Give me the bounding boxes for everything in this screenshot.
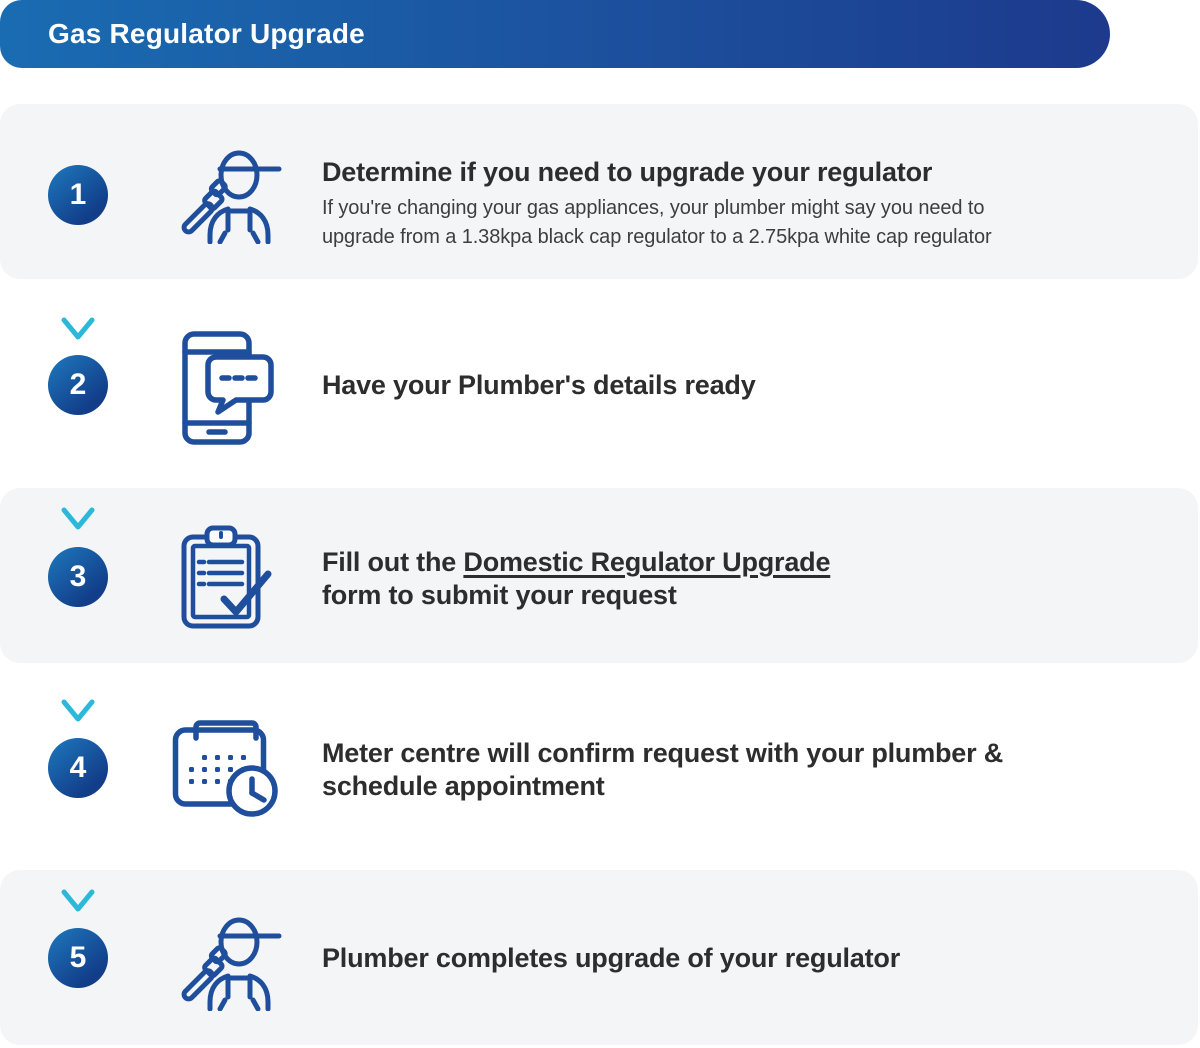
step-title-prefix: Fill out the	[322, 547, 464, 577]
step-title: Have your Plumber's details ready	[322, 370, 756, 400]
step-number-badge	[48, 355, 108, 415]
step-text	[322, 546, 830, 612]
arrow-down-icon	[60, 417, 96, 531]
step-description-line: If you're changing your gas appliances, your plumber might say you need to	[322, 197, 985, 219]
step-title: Meter centre will confirm request with your plumber &	[322, 738, 1004, 768]
step-number-badge	[48, 928, 108, 988]
step-number: 4	[69, 751, 87, 784]
step-number: 2	[69, 368, 87, 401]
clipboard-check-icon	[180, 524, 272, 630]
step-text	[322, 942, 900, 975]
step-text	[322, 369, 756, 402]
domestic-regulator-upgrade-link[interactable]: Domestic Regulator Upgrade	[463, 547, 831, 577]
arrow-down-icon	[60, 609, 96, 723]
step-text	[322, 737, 1003, 803]
plumber-wrench-icon	[176, 148, 282, 244]
step-title: Plumber completes upgrade of your regulator	[322, 943, 901, 973]
arrow-down-icon	[60, 799, 96, 913]
step-title: Determine if you need to upgrade your regulator	[322, 157, 933, 187]
step-title	[322, 546, 830, 579]
step-number: 1	[69, 178, 87, 211]
step-number: 5	[69, 941, 87, 974]
step-description-line: upgrade from a 1.38kpa black cap regulator to a 2.75kpa white cap regulator	[322, 226, 992, 248]
step-description	[322, 194, 992, 252]
step-text	[322, 156, 992, 252]
calendar-clock-icon	[172, 716, 282, 818]
step-title-line2: form to submit your request	[322, 580, 677, 610]
plumber-wrench-icon	[176, 915, 282, 1011]
step-title-line2: schedule appointment	[322, 771, 605, 801]
phone-chat-icon	[182, 331, 274, 445]
header-banner	[0, 0, 1110, 68]
step-number-badge	[48, 738, 108, 798]
step-number: 3	[69, 560, 87, 593]
page-title: Gas Regulator Upgrade	[48, 18, 365, 49]
step-number-badge	[48, 165, 108, 225]
step-number-badge	[48, 547, 108, 607]
arrow-down-icon	[60, 227, 96, 341]
